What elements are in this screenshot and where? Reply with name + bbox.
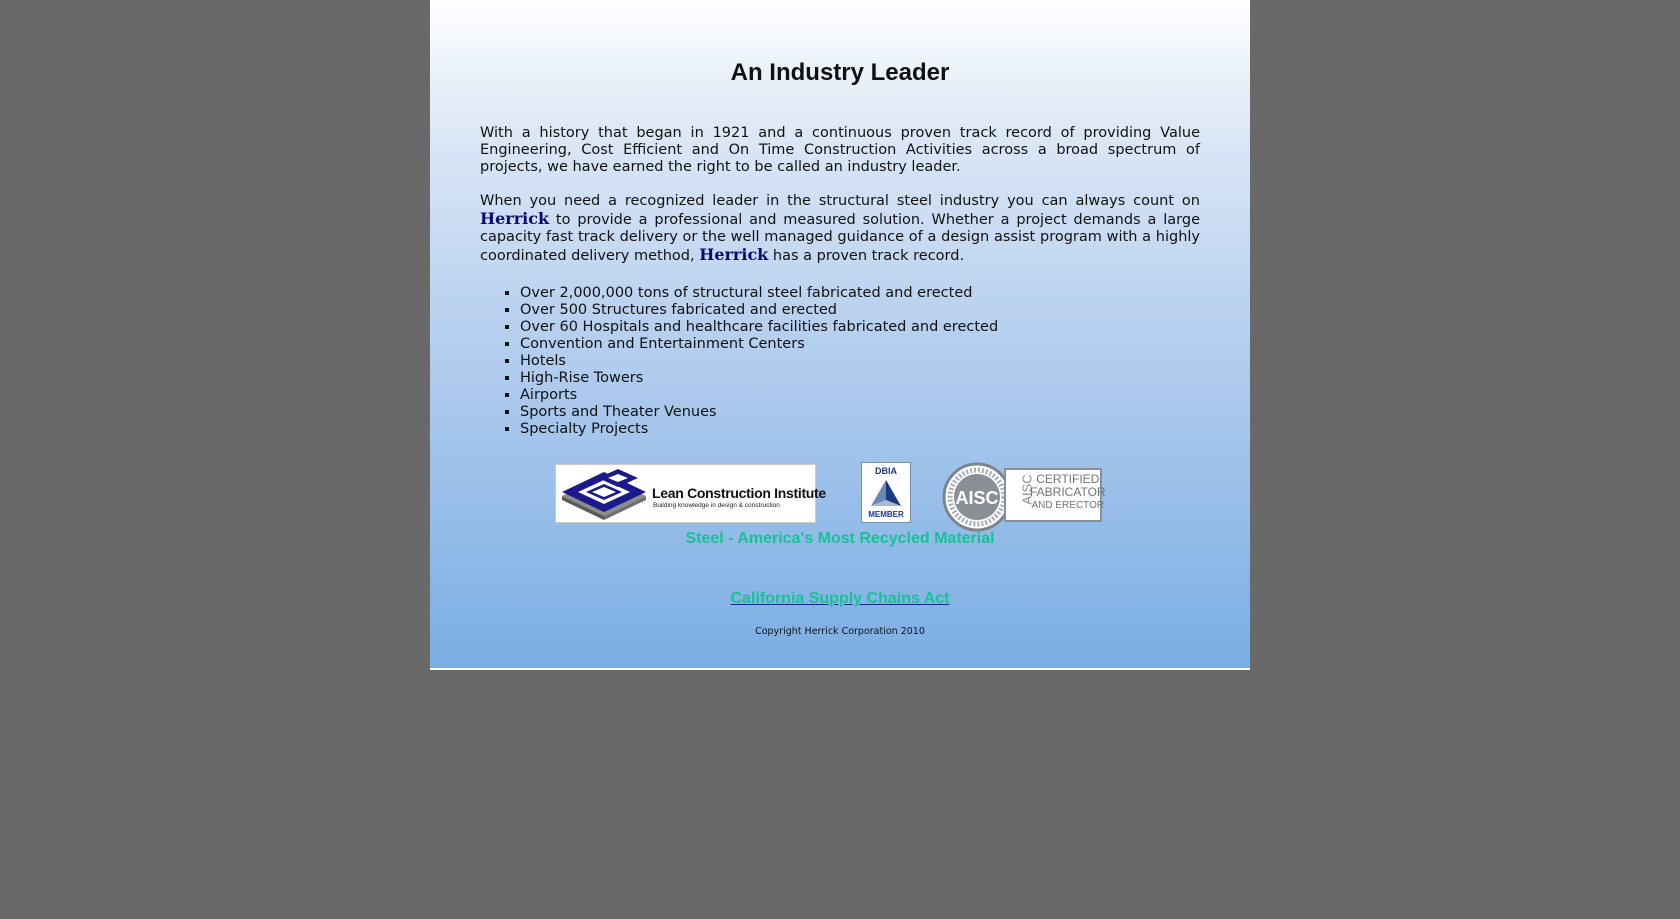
page-title: An Industry Leader — [730, 59, 950, 86]
main-content — [480, 125, 1200, 438]
aisc-seal-text: AISC — [955, 488, 999, 508]
lci-name: Lean Construction Institute — [652, 485, 826, 501]
list-item: ▪ High-Rise Towers — [520, 370, 1200, 387]
dbia-member-logo[interactable] — [861, 462, 911, 523]
aisc-certification-box — [1004, 468, 1106, 522]
aisc-line-erector: AND ERECTOR — [1031, 500, 1105, 511]
supply-chain-link[interactable]: California Supply Chains Act — [730, 590, 950, 607]
lci-mark-icon — [558, 466, 650, 523]
herrick-paragraph-text-3: has a proven track record. — [768, 248, 965, 264]
brand-name: Herrick — [699, 245, 769, 264]
copyright: Copyright Herrick Corporation 2010 — [755, 626, 925, 637]
list-item: ▪ Airports — [520, 387, 1200, 404]
brand-name: Herrick — [480, 209, 550, 228]
recycled-tagline: Steel - America's Most Recycled Material — [685, 530, 995, 547]
list-item: ▪ Hotels — [520, 353, 1200, 370]
aisc-vertical-label: AISC — [1019, 474, 1035, 505]
list-item: ▪ Over 500 Structures fabricated and erected — [520, 302, 1200, 319]
affiliation-logos — [430, 462, 1250, 532]
aisc-seal-icon — [942, 462, 1012, 532]
list-item: ▪ Convention and Entertainment Centers — [520, 336, 1200, 353]
list-item: ▪ Over 60 Hospitals and healthcare facilities fabricated and erected — [520, 319, 1200, 336]
herrick-paragraph-text-2: to provide a professional and measured solution. Whether a project demands a large capacity fast track delivery or the well managed guidance of a design assist program with a highly coordinated delivery method, — [480, 212, 1200, 264]
herrick-paragraph — [480, 193, 1200, 265]
dbia-arrow-icon — [869, 478, 903, 508]
list-item: ▪ Over 2,000,000 tons of structural steel fabricated and erected — [520, 285, 1200, 302]
lci-logo[interactable] — [555, 464, 826, 523]
aisc-line-fabricator: FABRICATOR — [1030, 485, 1106, 499]
aisc-certified-logo[interactable] — [942, 462, 1104, 530]
lci-tagline: Building knowledge in design & construction — [653, 502, 780, 509]
dbia-member-label: MEMBER — [868, 510, 904, 519]
list-item: ▪ Specialty Projects — [520, 421, 1200, 438]
content-panel — [430, 0, 1250, 670]
dbia-label: DBIA — [875, 466, 897, 476]
list-item: ▪ Sports and Theater Venues — [520, 404, 1200, 421]
herrick-paragraph-text-1: When you need a recognized leader in the structural steel industry you can always count on — [480, 193, 1200, 209]
supply-chain-link-container — [430, 590, 1250, 608]
aisc-line-certified: CERTIFIED — [1036, 472, 1100, 486]
achievements-list — [480, 285, 1200, 438]
intro-paragraph: With a history that began in 1921 and a continuous proven track record of providing Value Engineering, Cost Efficient and On Time Construction Activities across a broad spectrum of projects, we have earned the right to be called an industry leader. — [480, 125, 1200, 175]
aisc-certification-text — [1030, 473, 1106, 512]
